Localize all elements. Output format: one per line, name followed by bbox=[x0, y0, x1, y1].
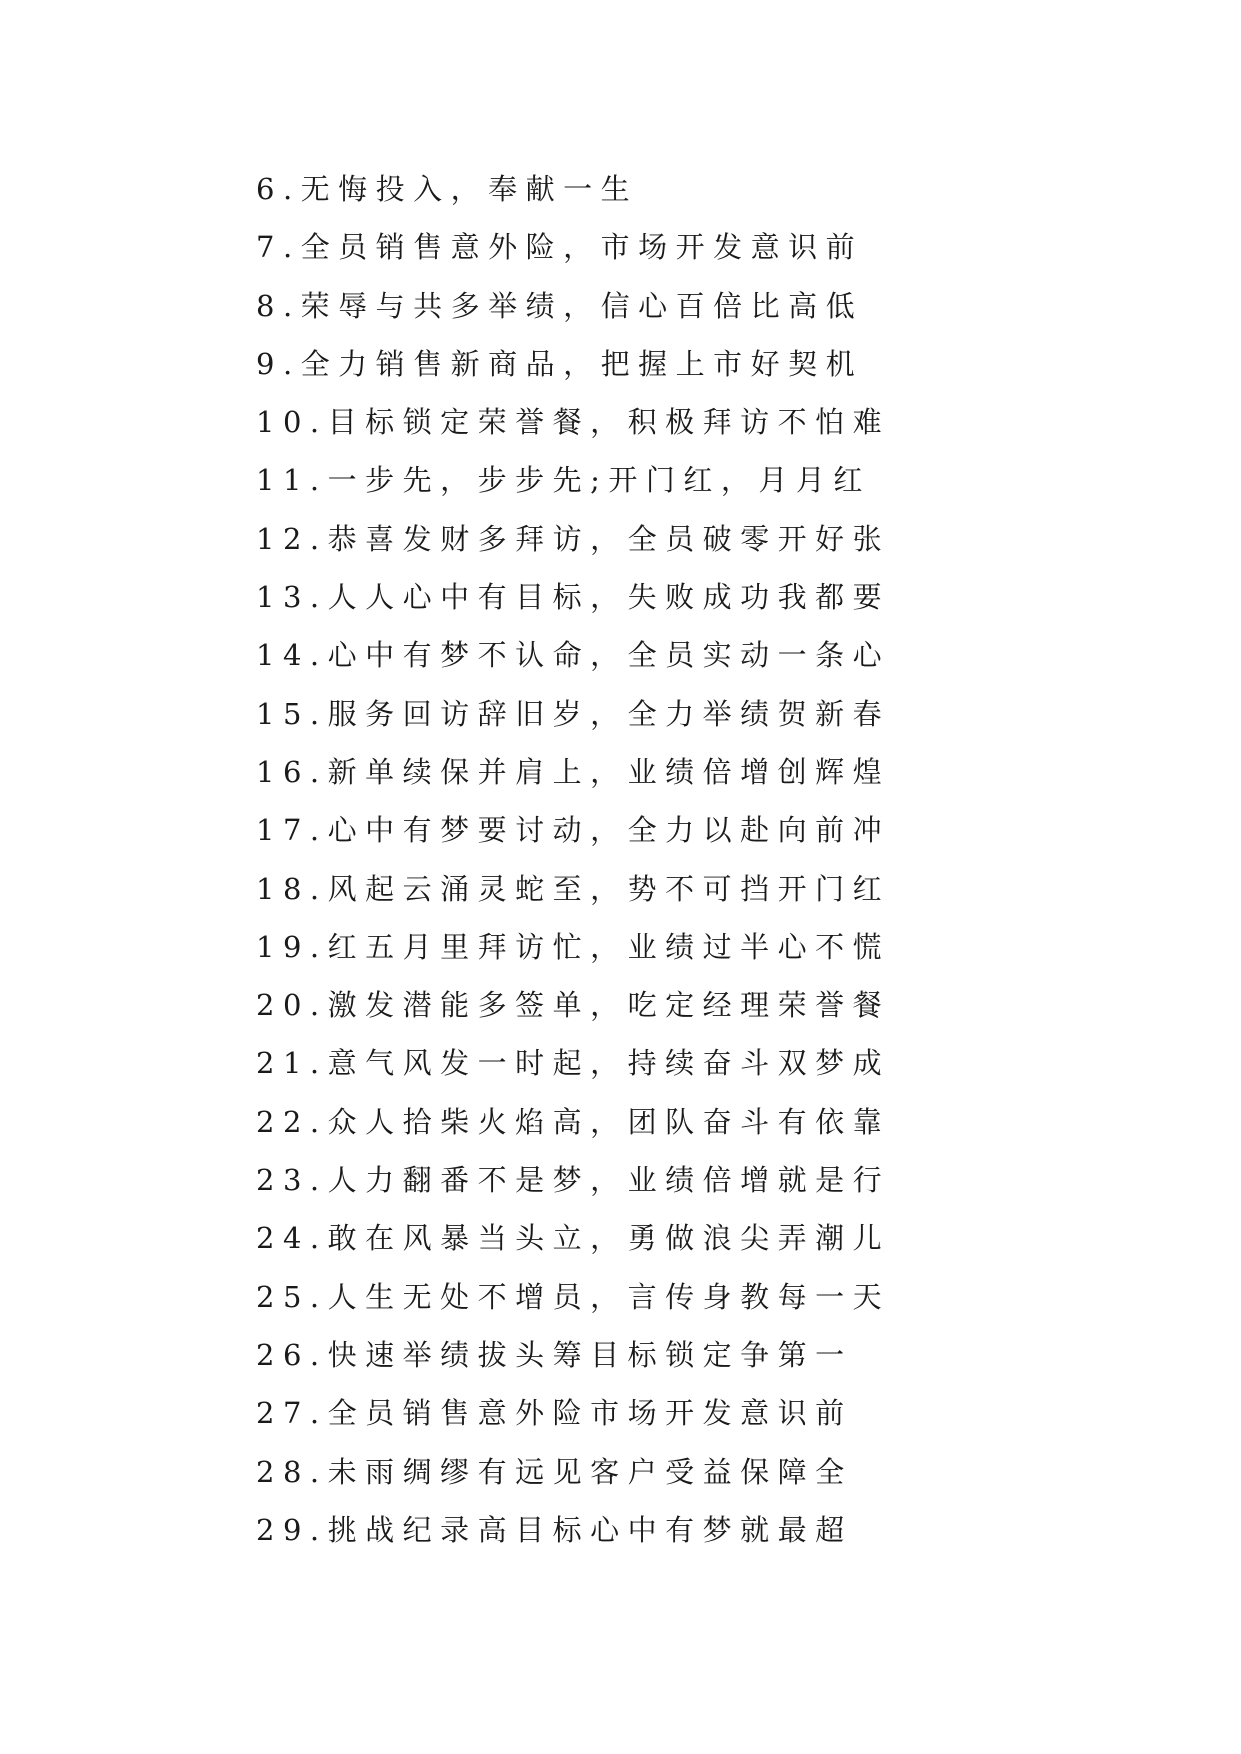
list-item: 20.激发潜能多签单，吃定经理荣誉餐 bbox=[256, 988, 891, 1023]
list-item: 12.恭喜发财多拜访，全员破零开好张 bbox=[256, 521, 891, 556]
list-item: 13.人人心中有目标，失败成功我都要 bbox=[256, 580, 891, 615]
list-item: 6.无悔投入，奉献一生 bbox=[256, 172, 639, 206]
list-item: 19.红五月里拜访忙，业绩过半心不慌 bbox=[256, 929, 891, 964]
list-item: 15.服务回访辞旧岁，全力举绩贺新春 bbox=[256, 696, 891, 731]
list-item: 9.全力销售新商品，把握上市好契机 bbox=[256, 346, 864, 381]
list-item: 25.人生无处不增员，言传身教每一天 bbox=[256, 1279, 891, 1314]
list-item: 17.心中有梦要讨动，全力以赴向前冲 bbox=[256, 813, 891, 848]
list-item: 29.挑战纪录高目标心中有梦就最超 bbox=[256, 1512, 853, 1547]
list-item: 8.荣辱与共多举绩，信心百倍比高低 bbox=[256, 288, 864, 323]
list-item: 28.未雨绸缪有远见客户受益保障全 bbox=[256, 1454, 853, 1489]
list-item: 22.众人拾柴火焰高，团队奋斗有依靠 bbox=[256, 1104, 891, 1139]
list-item: 18.风起云涌灵蛇至，势不可挡开门红 bbox=[256, 871, 891, 906]
list-item: 10.目标锁定荣誉餐，积极拜访不怕难 bbox=[256, 405, 891, 440]
list-item: 7.全员销售意外险，市场开发意识前 bbox=[256, 230, 864, 265]
list-item: 26.快速举绩拔头筹目标锁定争第一 bbox=[256, 1337, 853, 1372]
list-item: 11.一步先，步步先;开门红，月月红 bbox=[256, 463, 871, 498]
slogan-list bbox=[256, 160, 1156, 1559]
list-item: 14.心中有梦不认命，全员实动一条心 bbox=[256, 638, 891, 673]
list-item: 21.意气风发一时起，持续奋斗双梦成 bbox=[256, 1046, 891, 1081]
list-item: 24.敢在风暴当头立，勇做浪尖弄潮儿 bbox=[256, 1221, 891, 1256]
list-item: 27.全员销售意外险市场开发意识前 bbox=[256, 1396, 853, 1431]
list-item: 16.新单续保并肩上，业绩倍增创辉煌 bbox=[256, 754, 891, 789]
list-item: 23.人力翻番不是梦，业绩倍增就是行 bbox=[256, 1163, 891, 1198]
